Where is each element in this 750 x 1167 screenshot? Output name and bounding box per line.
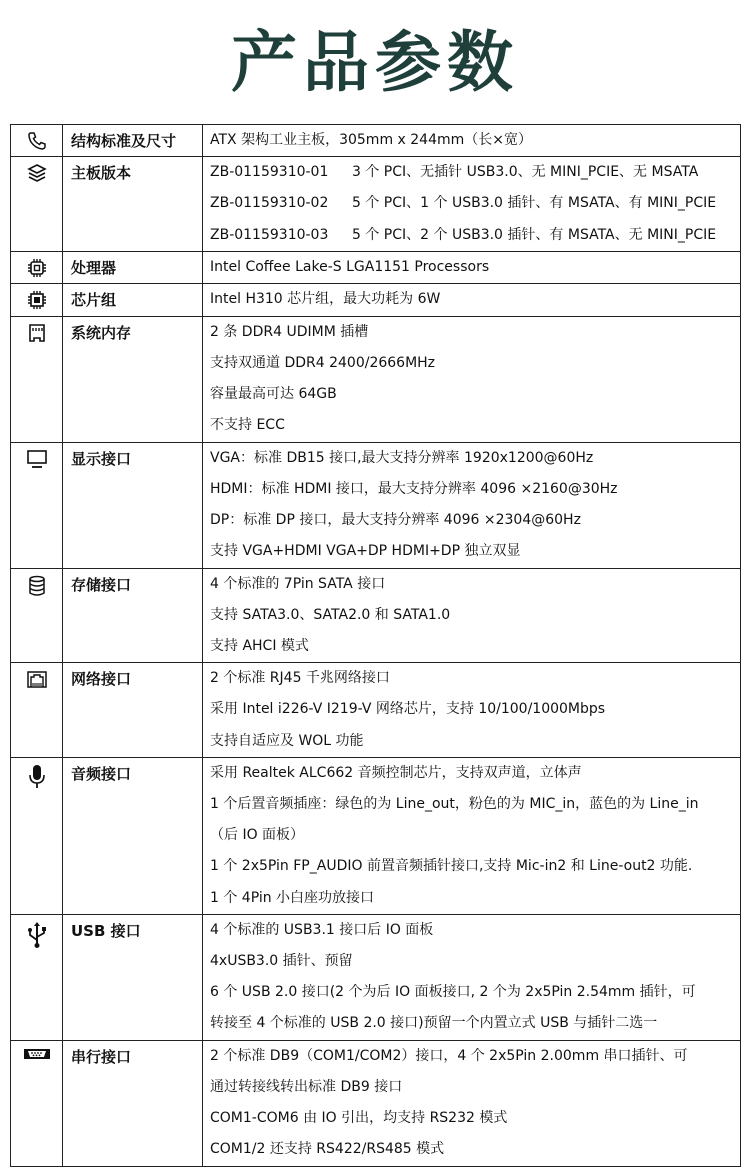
row-label: USB 接口 [63,914,203,1040]
row-label: 处理器 [63,252,203,284]
row-label: 音频接口 [63,757,203,914]
phone-icon [27,131,47,151]
row-label: 芯片组 [63,284,203,316]
row-value: 2 个标准 RJ45 千兆网络接口 [210,670,390,687]
row-label: 系统内存 [63,316,203,442]
row-value: COM1/2 还支持 RS422/RS485 模式 [210,1141,445,1158]
database-icon [27,575,47,597]
row-value: 采用 Realtek ALC662 音频控制芯片，支持双声道，立体声 [210,764,582,781]
row-label: 网络接口 [63,663,203,758]
row-value: 支持自适应及 WOL 功能 [210,732,364,749]
chip-icon [27,290,47,310]
spec-table [10,124,741,1167]
row-value: 转接至 4 个标准的 USB 2.0 接口)预留一个内置立式 USB 与插针二选一 [210,1015,658,1032]
serial-port-icon [23,1047,51,1061]
version-code: ZB-01159310-02 [210,195,329,212]
row-label: 存储接口 [63,568,203,663]
row-value: 采用 Intel i226-V I219-V 网络芯片，支持 10/100/1000Mbps [210,701,606,718]
monitor-icon [26,449,48,469]
row-value: 6 个 USB 2.0 接口(2 个为后 IO 面板接口, 2 个为 2x5Pin 2.54mm 插针，可 [210,984,696,1001]
layers-icon [27,163,47,183]
memory-card-icon [27,323,47,343]
row-value: 2 条 DDR4 UDIMM 插槽 [210,323,369,340]
row-serial [11,1040,741,1166]
page-title: 产品参数 [231,24,519,101]
row-value: 支持 AHCI 模式 [210,638,309,655]
row-value: VGA：标准 DB15 接口,最大支持分辨率 1920x1200@60Hz [210,449,594,466]
version-desc: 5 个 PCI、1 个 USB3.0 插针、有 MSATA、有 MINI_PCIE [352,195,717,212]
row-value: （后 IO 面板） [210,827,305,844]
row-memory [11,316,741,442]
row-value: Intel Coffee Lake-S LGA1151 Processors [210,259,490,276]
version-desc: 3 个 PCI、无插针 USB3.0、无 MINI_PCIE、无 MSATA [352,164,699,181]
row-value: 4xUSB3.0 插针、预留 [210,953,353,970]
row-value: 通过转接线转出标准 DB9 接口 [210,1079,403,1096]
row-value: 4 个标准的 USB3.1 接口后 IO 面板 [210,921,434,938]
row-structure [11,125,741,157]
row-value: COM1-COM6 由 IO 引出，均支持 RS232 模式 [210,1110,508,1127]
row-label: 串行接口 [63,1040,203,1166]
version-code: ZB-01159310-01 [210,164,329,181]
row-display [11,442,741,568]
row-audio [11,757,741,914]
row-board-version [11,157,741,252]
row-value: ATX 架构工业主板，305mm x 244mm（长×宽） [210,132,532,148]
row-value: 4 个标准的 7Pin SATA 接口 [210,575,386,592]
row-value: 支持 SATA3.0、SATA2.0 和 SATA1.0 [210,606,451,623]
row-chipset [11,284,741,316]
microphone-icon [27,764,47,790]
row-storage [11,568,741,663]
version-desc: 5 个 PCI、2 个 USB3.0 插针、有 MSATA、无 MINI_PCIE [352,226,717,243]
row-value: 支持 VGA+HDMI VGA+DP HDMI+DP 独立双显 [210,543,521,560]
row-label: 结构标准及尺寸 [63,125,203,157]
row-value: Intel H310 芯片组，最大功耗为 6W [210,291,441,308]
row-value: DP：标准 DP 接口，最大支持分辨率 4096 ×2304@60Hz [210,512,581,529]
version-item [210,188,740,219]
ethernet-port-icon [26,669,48,689]
row-label: 显示接口 [63,442,203,568]
row-value: 不支持 ECC [210,417,285,434]
version-item [210,220,740,251]
row-value: 2 个标准 DB9（COM1/COM2）接口，4 个 2x5Pin 2.00mm 串口插针、可 [210,1047,688,1064]
row-value: 容量最高可达 64GB [210,386,337,403]
row-value: 支持双通道 DDR4 2400/2666MHz [210,354,436,371]
row-value: HDMI：标准 HDMI 接口，最大支持分辨率 4096 ×2160@30Hz [210,480,618,497]
row-label: 主板版本 [63,157,203,252]
row-value: 1 个后置音频插座：绿色的为 Line_out，粉色的为 MIC_in，蓝色的为 Line_in [210,796,699,813]
usb-icon [26,921,48,949]
row-value: 1 个 2x5Pin FP_AUDIO 前置音频插针接口,支持 Mic-in2 和 Line-out2 功能. [210,858,693,875]
row-usb [11,914,741,1040]
cpu-icon [27,258,47,278]
version-code: ZB-01159310-03 [210,226,329,243]
row-network [11,663,741,758]
version-item [210,157,740,188]
row-value: 1 个 4Pin 小白座功放接口 [210,889,375,906]
row-cpu [11,252,741,284]
